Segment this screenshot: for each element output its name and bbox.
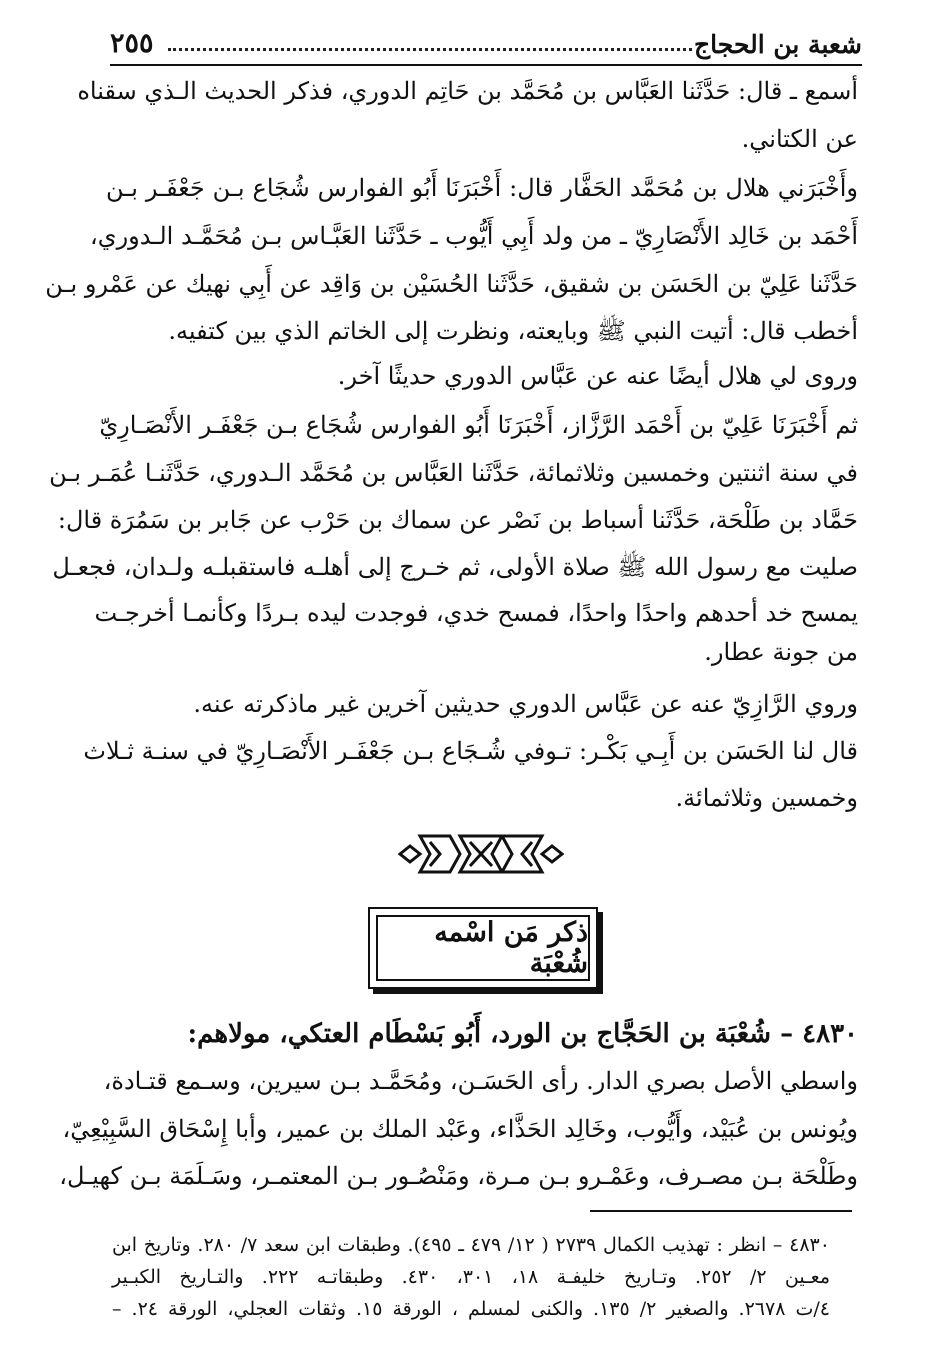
body-line: حَدَّثَنا عَلِيّ بن الحَسَن بن شقيق، حَدَّثَنا الحُسَيْن بن وَاقِد عن أَبِي نهيك عن عَمْرو بـن [45, 270, 858, 298]
entry-heading: ٤٨٣٠ – شُعْبَة بن الحَجَّاج بن الورد، أَبُو بَسْطَام العتكي، مولاهم: [187, 1019, 858, 1049]
entry-line: واسطي الأصل بصري الدار. رأى الحَسَـن، ومُحَمَّـد بـن سيرين، وسـمع قتـادة، [103, 1067, 858, 1095]
body-line: عن الكتاني. [741, 125, 858, 153]
running-title: شعبة بن الحجاج [694, 30, 862, 59]
body-line: أخطب قال: أتيت النبي ﷺ وبايعته، ونظرت إلى الخاتم الذي بين كتفيه. [168, 317, 858, 345]
body-line: وأَخْبَرَني هلال بن مُحَمَّد الحَفَّار قال: أَخْبَرَنَا أَبُو الفوارس شُجَاع بـن جَعْفَـر بـن [106, 174, 858, 202]
body-line: وخمسين وثلاثمائة. [675, 784, 858, 812]
ornament-divider-icon [398, 826, 564, 882]
body-line: قال لنا الحَسَن بن أَبِـي بَكْـر: تـوفي شُـجَاع بـن جَعْفَـر الأَنْصَـارِيّ في سنـة ثـلاث [83, 737, 858, 765]
entry-line: ويُونس بن عُبَيْد، وأَيُّوب، وخَالِد الحَذَّاء، وعَبْد الملك بن عمير، وأبا إِسْحَاق السَّبِيْعِيّ، [62, 1115, 858, 1143]
footnote-line: ٤٨٣٠ – انظر : تهذيب الكمال ٢٧٣٩ ( ١٢/ ٤٧٩ ـ ٤٩٥). وطبقات ابن سعد ٧/ ٢٨٠. وتاريخ ابن [112, 1234, 830, 1256]
section-heading-box [368, 907, 598, 989]
body-line: وروي الرَّازِيّ عنه عن عَبَّاس الدوري حديثين آخرين غير ماذكرته عنه. [193, 690, 858, 718]
body-line: ثم أَخْبَرَنَا عَلِيّ بن أَحْمَد الرَّزَّاز، أَخْبَرَنَا أَبُو الفوارس شُجَاع بـن جَعْفَـر الأَنْصَـارِيّ [99, 411, 858, 439]
body-line: صليت مع رسول الله ﷺ صلاة الأولى، ثم خـرج إلى أهلـه فاستقبلـه ولـدان، فجعـل [52, 553, 858, 581]
body-line: في سنة اثنتين وخمسين وثلاثمائة، حَدَّثَنا العَبَّاس بن مُحَمَّد الـدوري، حَدَّثَنـا عُمَـر بـن [49, 459, 858, 487]
leader-dots [168, 48, 692, 51]
body-line: يمسح خد أحدهم واحدًا واحدًا، فمسح خدي، فوجدت ليده بـردًا وكأنمـا أخرجـت [94, 599, 858, 627]
section-heading-frame [376, 915, 590, 981]
body-line: حَمَّاد بن طَلْحَة، حَدَّثَنا أسباط بن نَصْر عن سماك بن حَرْب عن جَابر بن سَمُرَة قال: [57, 506, 858, 534]
body-line: أسمع ـ قال: حَدَّثَنا العَبَّاس بن مُحَمَّد بن حَاتِم الدوري، فذكر الحديث الـذي سقناه [77, 77, 858, 105]
page-number: ٢٥٥ [110, 28, 154, 59]
footnote-separator [590, 1210, 852, 1212]
body-line: وروى لي هلال أيضًا عنه عن عَبَّاس الدوري حديثًا آخر. [337, 362, 858, 390]
body-line: من جونة عطار. [704, 638, 858, 666]
footnote-line: ٤/ت ٢٦٧٨. والصغير ٢/ ١٣٥. والكنى لمسلم ، الورقة ١٥. وثقات العجلي، الورقة ٢٤. – [112, 1298, 830, 1320]
section-heading: ذكر مَن اسْمه شُعْبَة [434, 917, 588, 979]
running-header [110, 26, 862, 66]
footnote-line: معـين ٢/ ٢٥٢. وتـاريخ خليفـة ١٨، ٣٠١، ٤٣٠. وطبقاتـه ٢٢٢. والتـاريخ الكبـير [112, 1266, 830, 1288]
entry-line: وطَلْحَة بـن مصـرف، وعَمْـرو بـن مـرة، ومَنْصُـور بـن المعتمـر، وسَـلَمَة بـن كهيـل، [59, 1162, 858, 1190]
body-line: أَحْمَد بن خَالِد الأَنْصَارِيّ ـ من ولد أَبِي أَيُّوب ـ حَدَّثَنا العَبَّـاس بـن مُحَمَّـد الـدوري، [90, 222, 858, 250]
